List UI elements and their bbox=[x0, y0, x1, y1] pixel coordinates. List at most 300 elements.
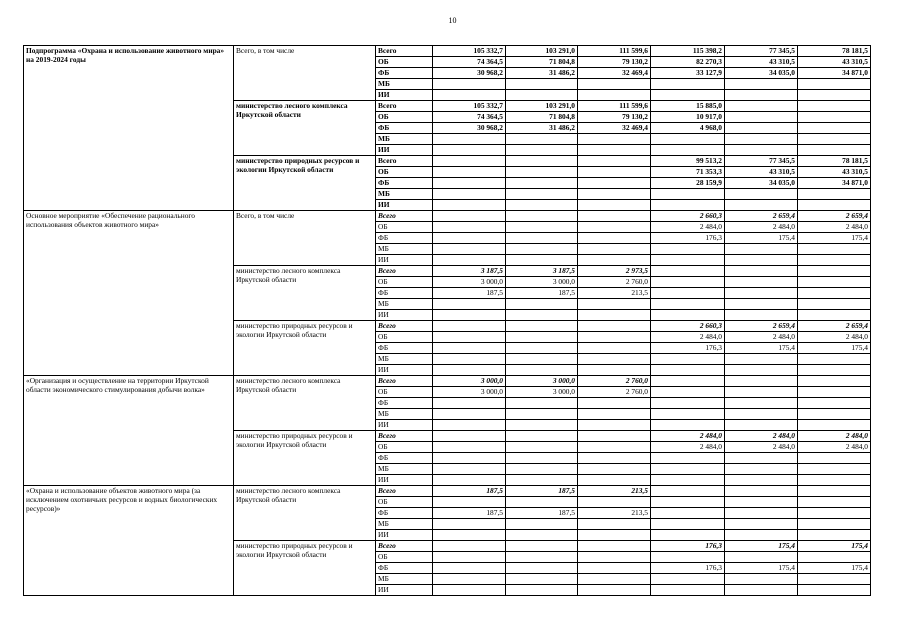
executor-cell: министерство природных ресурсов и экологии Иркутской области bbox=[234, 156, 376, 211]
value-cell bbox=[651, 200, 725, 211]
value-cell bbox=[798, 299, 871, 310]
value-cell bbox=[578, 431, 651, 442]
funding-source: Всего bbox=[376, 266, 433, 277]
table-row bbox=[24, 486, 871, 497]
value-cell bbox=[798, 387, 871, 398]
value-cell bbox=[433, 431, 506, 442]
value-cell bbox=[725, 79, 798, 90]
value-cell bbox=[725, 387, 798, 398]
value-cell bbox=[578, 321, 651, 332]
value-cell bbox=[798, 90, 871, 101]
value-cell: 31 486,2 bbox=[506, 68, 578, 79]
value-cell: 71 353,3 bbox=[651, 167, 725, 178]
value-cell bbox=[798, 497, 871, 508]
value-cell bbox=[506, 420, 578, 431]
funding-source: ИИ bbox=[376, 530, 433, 541]
page-number: 10 bbox=[448, 16, 457, 25]
value-cell: 213,5 bbox=[578, 288, 651, 299]
value-cell: 28 159,9 bbox=[651, 178, 725, 189]
funding-source: МБ bbox=[376, 464, 433, 475]
value-cell bbox=[578, 156, 651, 167]
value-cell bbox=[651, 497, 725, 508]
value-cell bbox=[578, 574, 651, 585]
funding-source: ОБ bbox=[376, 442, 433, 453]
value-cell bbox=[578, 519, 651, 530]
funding-source: Всего bbox=[376, 376, 433, 387]
funding-source: ИИ bbox=[376, 255, 433, 266]
value-cell: 34 871,0 bbox=[798, 68, 871, 79]
value-cell bbox=[651, 387, 725, 398]
value-cell bbox=[651, 519, 725, 530]
value-cell: 32 469,4 bbox=[578, 123, 651, 134]
funding-source: ИИ bbox=[376, 365, 433, 376]
funding-source: МБ bbox=[376, 299, 433, 310]
funding-source: ФБ bbox=[376, 343, 433, 354]
value-cell bbox=[725, 409, 798, 420]
value-cell bbox=[433, 156, 506, 167]
value-cell bbox=[433, 563, 506, 574]
program-title: «Организация и осуществление на территории Иркутской области экономического стимулирования добычи волка» bbox=[24, 376, 234, 486]
value-cell: 82 270,3 bbox=[651, 57, 725, 68]
value-cell: 77 345,5 bbox=[725, 46, 798, 57]
value-cell bbox=[651, 90, 725, 101]
value-cell bbox=[725, 255, 798, 266]
funding-source: Всего bbox=[376, 46, 433, 57]
value-cell: 3 000,0 bbox=[433, 387, 506, 398]
value-cell bbox=[433, 475, 506, 486]
value-cell bbox=[798, 365, 871, 376]
value-cell bbox=[506, 233, 578, 244]
value-cell bbox=[798, 398, 871, 409]
value-cell bbox=[651, 530, 725, 541]
value-cell: 187,5 bbox=[433, 508, 506, 519]
value-cell bbox=[725, 530, 798, 541]
value-cell: 175,4 bbox=[725, 343, 798, 354]
value-cell: 176,3 bbox=[651, 541, 725, 552]
value-cell: 2 484,0 bbox=[725, 442, 798, 453]
value-cell: 77 345,5 bbox=[725, 156, 798, 167]
value-cell bbox=[433, 574, 506, 585]
value-cell bbox=[506, 453, 578, 464]
value-cell bbox=[433, 244, 506, 255]
value-cell bbox=[651, 354, 725, 365]
funding-source: ФБ bbox=[376, 398, 433, 409]
value-cell bbox=[651, 145, 725, 156]
value-cell bbox=[578, 409, 651, 420]
value-cell bbox=[578, 530, 651, 541]
value-cell bbox=[433, 409, 506, 420]
value-cell bbox=[798, 574, 871, 585]
value-cell: 176,3 bbox=[651, 343, 725, 354]
value-cell bbox=[506, 156, 578, 167]
value-cell bbox=[433, 222, 506, 233]
table-row bbox=[24, 46, 871, 57]
executor-cell: Всего, в том числе bbox=[234, 211, 376, 266]
value-cell: 3 000,0 bbox=[506, 277, 578, 288]
value-cell: 176,3 bbox=[651, 563, 725, 574]
value-cell bbox=[506, 200, 578, 211]
value-cell bbox=[725, 90, 798, 101]
value-cell bbox=[506, 574, 578, 585]
value-cell bbox=[651, 464, 725, 475]
value-cell bbox=[798, 519, 871, 530]
value-cell: 2 484,0 bbox=[651, 442, 725, 453]
value-cell bbox=[578, 211, 651, 222]
value-cell bbox=[651, 288, 725, 299]
value-cell bbox=[578, 475, 651, 486]
value-cell bbox=[651, 453, 725, 464]
value-cell bbox=[651, 398, 725, 409]
value-cell bbox=[725, 277, 798, 288]
value-cell bbox=[578, 134, 651, 145]
value-cell bbox=[578, 189, 651, 200]
value-cell bbox=[798, 552, 871, 563]
value-cell bbox=[506, 134, 578, 145]
funding-source: Всего bbox=[376, 156, 433, 167]
value-cell bbox=[798, 288, 871, 299]
value-cell: 175,4 bbox=[798, 233, 871, 244]
funding-source: МБ bbox=[376, 189, 433, 200]
value-cell: 30 968,2 bbox=[433, 68, 506, 79]
value-cell bbox=[433, 145, 506, 156]
value-cell bbox=[433, 585, 506, 596]
value-cell: 175,4 bbox=[798, 563, 871, 574]
value-cell bbox=[578, 354, 651, 365]
executor-cell: министерство природных ресурсов и экологии Иркутской области bbox=[234, 321, 376, 376]
value-cell: 43 310,5 bbox=[798, 167, 871, 178]
value-cell bbox=[798, 475, 871, 486]
value-cell: 2 659,4 bbox=[725, 321, 798, 332]
value-cell bbox=[433, 343, 506, 354]
value-cell: 4 968,0 bbox=[651, 123, 725, 134]
value-cell bbox=[798, 79, 871, 90]
value-cell bbox=[433, 310, 506, 321]
value-cell: 187,5 bbox=[506, 288, 578, 299]
value-cell bbox=[433, 541, 506, 552]
funding-source: ИИ bbox=[376, 585, 433, 596]
value-cell bbox=[578, 541, 651, 552]
value-cell bbox=[798, 585, 871, 596]
value-cell: 175,4 bbox=[798, 541, 871, 552]
value-cell bbox=[725, 453, 798, 464]
executor-cell: министерство лесного комплекса Иркутской области bbox=[234, 266, 376, 321]
value-cell: 2 760,0 bbox=[578, 277, 651, 288]
value-cell: 103 291,0 bbox=[506, 46, 578, 57]
value-cell bbox=[651, 552, 725, 563]
value-cell: 176,3 bbox=[651, 233, 725, 244]
value-cell: 10 917,0 bbox=[651, 112, 725, 123]
value-cell: 33 127,9 bbox=[651, 68, 725, 79]
value-cell bbox=[506, 321, 578, 332]
funding-source: ФБ bbox=[376, 233, 433, 244]
funding-source: МБ bbox=[376, 574, 433, 585]
funding-source: ОБ bbox=[376, 167, 433, 178]
executor-cell: Всего, в том числе bbox=[234, 46, 376, 101]
funding-source: ИИ bbox=[376, 475, 433, 486]
value-cell bbox=[798, 266, 871, 277]
value-cell bbox=[725, 266, 798, 277]
value-cell: 105 332,7 bbox=[433, 101, 506, 112]
value-cell: 187,5 bbox=[433, 486, 506, 497]
value-cell bbox=[578, 233, 651, 244]
value-cell: 78 181,5 bbox=[798, 46, 871, 57]
funding-source: ОБ bbox=[376, 222, 433, 233]
value-cell bbox=[578, 79, 651, 90]
value-cell bbox=[433, 365, 506, 376]
value-cell bbox=[578, 299, 651, 310]
value-cell: 115 398,2 bbox=[651, 46, 725, 57]
value-cell: 74 364,5 bbox=[433, 112, 506, 123]
value-cell bbox=[578, 343, 651, 354]
value-cell bbox=[798, 101, 871, 112]
value-cell bbox=[651, 266, 725, 277]
value-cell: 175,4 bbox=[725, 233, 798, 244]
value-cell bbox=[725, 145, 798, 156]
value-cell: 105 332,7 bbox=[433, 46, 506, 57]
value-cell bbox=[506, 365, 578, 376]
funding-source: ИИ bbox=[376, 420, 433, 431]
funding-source: МБ bbox=[376, 519, 433, 530]
value-cell bbox=[578, 167, 651, 178]
funding-source: Всего bbox=[376, 321, 433, 332]
value-cell bbox=[651, 310, 725, 321]
value-cell bbox=[798, 486, 871, 497]
value-cell: 111 599,6 bbox=[578, 46, 651, 57]
funding-source: Всего bbox=[376, 101, 433, 112]
value-cell bbox=[506, 178, 578, 189]
value-cell: 187,5 bbox=[506, 486, 578, 497]
value-cell: 213,5 bbox=[578, 486, 651, 497]
value-cell: 3 000,0 bbox=[433, 376, 506, 387]
value-cell bbox=[725, 244, 798, 255]
value-cell bbox=[506, 398, 578, 409]
value-cell: 2 760,0 bbox=[578, 387, 651, 398]
value-cell bbox=[506, 167, 578, 178]
value-cell: 2 660,3 bbox=[651, 321, 725, 332]
value-cell bbox=[725, 497, 798, 508]
value-cell bbox=[798, 189, 871, 200]
value-cell: 15 885,0 bbox=[651, 101, 725, 112]
value-cell: 2 973,5 bbox=[578, 266, 651, 277]
value-cell bbox=[725, 354, 798, 365]
value-cell bbox=[651, 255, 725, 266]
value-cell bbox=[506, 222, 578, 233]
value-cell bbox=[578, 222, 651, 233]
value-cell: 32 469,4 bbox=[578, 68, 651, 79]
funding-source: МБ bbox=[376, 79, 433, 90]
value-cell bbox=[506, 409, 578, 420]
value-cell bbox=[725, 200, 798, 211]
value-cell bbox=[433, 255, 506, 266]
value-cell bbox=[506, 79, 578, 90]
value-cell bbox=[798, 530, 871, 541]
funding-source: МБ bbox=[376, 354, 433, 365]
value-cell: 2 760,0 bbox=[578, 376, 651, 387]
value-cell: 2 484,0 bbox=[798, 222, 871, 233]
value-cell bbox=[798, 244, 871, 255]
value-cell bbox=[506, 563, 578, 574]
value-cell: 99 513,2 bbox=[651, 156, 725, 167]
value-cell: 2 484,0 bbox=[725, 332, 798, 343]
funding-source: Всего bbox=[376, 541, 433, 552]
value-cell bbox=[506, 585, 578, 596]
value-cell bbox=[725, 552, 798, 563]
value-cell: 2 659,4 bbox=[798, 321, 871, 332]
value-cell bbox=[651, 79, 725, 90]
funding-source: ОБ bbox=[376, 387, 433, 398]
value-cell bbox=[578, 244, 651, 255]
value-cell: 2 659,4 bbox=[798, 211, 871, 222]
value-cell bbox=[578, 464, 651, 475]
value-cell bbox=[578, 398, 651, 409]
value-cell bbox=[578, 442, 651, 453]
value-cell: 31 486,2 bbox=[506, 123, 578, 134]
table-row bbox=[24, 211, 871, 222]
funding-source: ОБ bbox=[376, 497, 433, 508]
value-cell bbox=[725, 475, 798, 486]
value-cell bbox=[798, 134, 871, 145]
funding-source: ОБ bbox=[376, 552, 433, 563]
value-cell bbox=[798, 112, 871, 123]
value-cell bbox=[433, 200, 506, 211]
value-cell bbox=[725, 189, 798, 200]
value-cell bbox=[433, 398, 506, 409]
value-cell bbox=[506, 552, 578, 563]
value-cell: 43 310,5 bbox=[725, 167, 798, 178]
value-cell bbox=[725, 519, 798, 530]
value-cell bbox=[798, 354, 871, 365]
value-cell bbox=[651, 574, 725, 585]
value-cell bbox=[578, 178, 651, 189]
funding-source: Всего bbox=[376, 211, 433, 222]
value-cell: 187,5 bbox=[506, 508, 578, 519]
value-cell: 2 484,0 bbox=[725, 222, 798, 233]
value-cell bbox=[506, 431, 578, 442]
value-cell bbox=[433, 453, 506, 464]
funding-source: ИИ bbox=[376, 90, 433, 101]
value-cell bbox=[578, 420, 651, 431]
value-cell bbox=[651, 508, 725, 519]
value-cell bbox=[725, 310, 798, 321]
value-cell bbox=[578, 585, 651, 596]
value-cell bbox=[433, 299, 506, 310]
value-cell bbox=[433, 442, 506, 453]
value-cell bbox=[651, 420, 725, 431]
value-cell bbox=[433, 134, 506, 145]
value-cell bbox=[578, 453, 651, 464]
value-cell bbox=[578, 255, 651, 266]
value-cell bbox=[433, 530, 506, 541]
value-cell bbox=[651, 475, 725, 486]
value-cell bbox=[506, 354, 578, 365]
value-cell bbox=[651, 189, 725, 200]
value-cell bbox=[433, 497, 506, 508]
value-cell bbox=[506, 211, 578, 222]
value-cell: 34 871,0 bbox=[798, 178, 871, 189]
funding-source: ФБ bbox=[376, 68, 433, 79]
value-cell bbox=[506, 189, 578, 200]
funding-source: ОБ bbox=[376, 112, 433, 123]
value-cell: 43 310,5 bbox=[798, 57, 871, 68]
funding-source: ИИ bbox=[376, 200, 433, 211]
value-cell bbox=[725, 288, 798, 299]
value-cell: 74 364,5 bbox=[433, 57, 506, 68]
value-cell bbox=[433, 233, 506, 244]
value-cell bbox=[798, 376, 871, 387]
value-cell bbox=[506, 530, 578, 541]
funding-source: МБ bbox=[376, 244, 433, 255]
value-cell bbox=[651, 376, 725, 387]
value-cell bbox=[578, 552, 651, 563]
funding-source: ИИ bbox=[376, 310, 433, 321]
value-cell bbox=[725, 376, 798, 387]
funding-source: ОБ bbox=[376, 332, 433, 343]
funding-source: ФБ bbox=[376, 178, 433, 189]
value-cell bbox=[651, 299, 725, 310]
value-cell bbox=[506, 519, 578, 530]
value-cell: 71 804,8 bbox=[506, 112, 578, 123]
value-cell bbox=[651, 244, 725, 255]
value-cell: 3 000,0 bbox=[433, 277, 506, 288]
value-cell bbox=[506, 464, 578, 475]
funding-source: ФБ bbox=[376, 508, 433, 519]
value-cell: 103 291,0 bbox=[506, 101, 578, 112]
value-cell bbox=[578, 90, 651, 101]
value-cell: 2 484,0 bbox=[651, 222, 725, 233]
value-cell bbox=[578, 200, 651, 211]
value-cell bbox=[651, 585, 725, 596]
value-cell: 2 659,4 bbox=[725, 211, 798, 222]
value-cell bbox=[506, 343, 578, 354]
value-cell bbox=[651, 486, 725, 497]
value-cell bbox=[725, 486, 798, 497]
value-cell: 79 130,2 bbox=[578, 112, 651, 123]
value-cell bbox=[651, 365, 725, 376]
value-cell: 187,5 bbox=[433, 288, 506, 299]
value-cell bbox=[725, 398, 798, 409]
value-cell: 2 660,3 bbox=[651, 211, 725, 222]
value-cell: 2 484,0 bbox=[651, 332, 725, 343]
value-cell bbox=[433, 464, 506, 475]
value-cell bbox=[506, 332, 578, 343]
executor-cell: министерство природных ресурсов и экологии Иркутской области bbox=[234, 541, 376, 596]
value-cell bbox=[651, 409, 725, 420]
value-cell bbox=[725, 464, 798, 475]
table-row bbox=[24, 376, 871, 387]
value-cell: 3 000,0 bbox=[506, 387, 578, 398]
value-cell: 30 968,2 bbox=[433, 123, 506, 134]
value-cell bbox=[578, 497, 651, 508]
value-cell bbox=[798, 453, 871, 464]
value-cell: 2 484,0 bbox=[798, 442, 871, 453]
value-cell: 175,4 bbox=[798, 343, 871, 354]
value-cell: 34 035,0 bbox=[725, 178, 798, 189]
value-cell bbox=[798, 200, 871, 211]
executor-cell: министерство лесного комплекса Иркутской области bbox=[234, 376, 376, 431]
value-cell: 2 484,0 bbox=[798, 431, 871, 442]
value-cell: 2 484,0 bbox=[725, 431, 798, 442]
value-cell bbox=[651, 277, 725, 288]
value-cell bbox=[433, 321, 506, 332]
value-cell bbox=[725, 508, 798, 519]
value-cell bbox=[725, 299, 798, 310]
value-cell bbox=[433, 552, 506, 563]
value-cell bbox=[725, 101, 798, 112]
value-cell bbox=[725, 420, 798, 431]
value-cell bbox=[725, 123, 798, 134]
value-cell: 175,4 bbox=[725, 563, 798, 574]
value-cell bbox=[433, 79, 506, 90]
